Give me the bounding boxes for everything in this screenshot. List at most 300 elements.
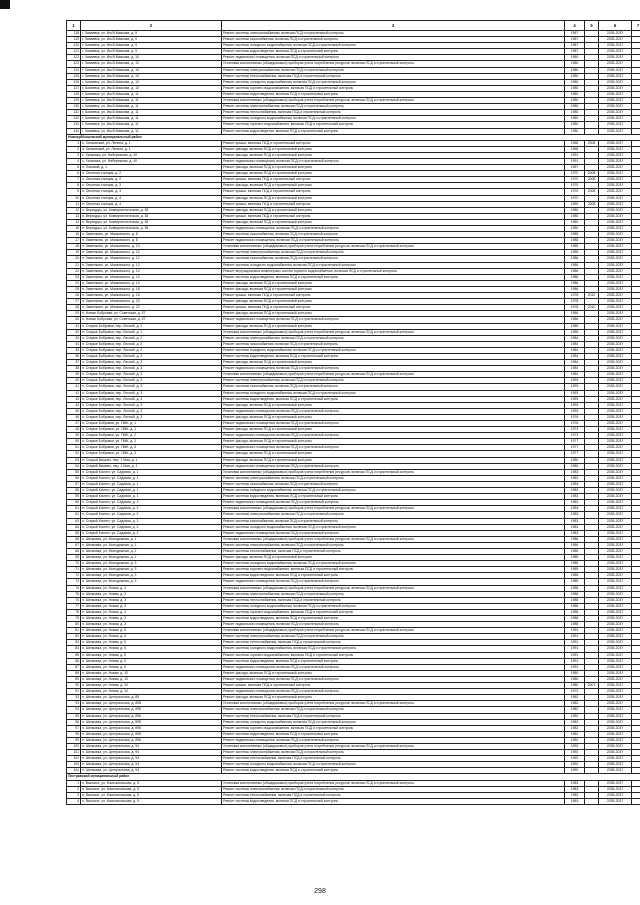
row-work-description: Ремонт системы холодного водоснабжения, включая ПСД и строительный контроль bbox=[222, 646, 565, 652]
row-work-description: Ремонт системы электроснабжения, включая ПСД и строительный контроль bbox=[222, 378, 565, 384]
row-work-description: Ремонт системы горячего водоснабжения, включая ПСД и строительный контроль bbox=[222, 122, 565, 128]
row-year: 1983 bbox=[565, 494, 585, 500]
row-year: 1993 bbox=[565, 378, 585, 384]
row-year: 1991 bbox=[565, 640, 585, 646]
row-work-description: Ремонт внутридомовых инженерных систем горячего водоснабжения, включая ПСД и строительный контроль bbox=[222, 268, 565, 274]
row-period: 2035-2037 bbox=[599, 488, 632, 494]
row-period: 2035-2037 bbox=[599, 555, 632, 561]
row-address: п. Шелковка, ул. Центральная, д. 89Б bbox=[81, 707, 222, 713]
row-year: 1985 bbox=[565, 329, 585, 335]
row-empty-cell bbox=[632, 798, 640, 804]
row-address: г. Чапаевск, ул. Им.В.Маякова, д. 10 bbox=[81, 55, 222, 61]
row-address: п. Старые Бобровки, пер. Лесной, д. 3 bbox=[81, 360, 222, 366]
row-work-description: Установка коллективных (общедомовых) приборов учета потребления ресурсов, включая ПСД и строительный контроль bbox=[222, 743, 565, 749]
row-address: п. Старые Бобровки, пер. Лесной, д. 2 bbox=[81, 353, 222, 359]
row-number: 76 bbox=[67, 597, 81, 603]
row-address: п. Шелковка, ул. Центральная, д. 94 bbox=[81, 762, 222, 768]
row-period: 2035-2037 bbox=[599, 469, 632, 475]
row-work-description: Ремонт системы электроснабжения, включая ПСД и строительный контроль bbox=[222, 104, 565, 110]
row-work-description: Ремонт системы электроснабжения, включая ПСД и строительный контроль bbox=[222, 31, 565, 37]
row-period: 2035-2037 bbox=[599, 171, 632, 177]
row-number: 55 bbox=[67, 469, 81, 475]
row-number: 33 bbox=[67, 335, 81, 341]
row-year: 1983 bbox=[565, 481, 585, 487]
row-year: 1992 bbox=[565, 756, 585, 762]
row-year: 1983 bbox=[565, 780, 585, 786]
row-work-description: Ремонт подвального помещения, включая ПСД и строительный контроль bbox=[222, 579, 565, 585]
row-work-description: Ремонт системы водоотведения, включая ПСД и строительный контроль bbox=[222, 768, 565, 774]
row-number: 65 bbox=[67, 530, 81, 536]
row-number: 79 bbox=[67, 616, 81, 622]
row-work-description: Ремонт системы водоотведения, включая ПСД и строительный контроль bbox=[222, 49, 565, 55]
row-number: 86 bbox=[67, 658, 81, 664]
row-period: 2035-2037 bbox=[599, 603, 632, 609]
row-address: п. Высокое, ул. Комсомольская, д. 5 bbox=[81, 798, 222, 804]
row-period: 2035-2037 bbox=[599, 256, 632, 262]
row-period: 2035-2037 bbox=[599, 762, 632, 768]
row-number: 43 bbox=[67, 396, 81, 402]
row-period: 2035-2037 bbox=[599, 238, 632, 244]
row-year: 1982 bbox=[565, 713, 585, 719]
row-address: п. Старый Вишнеч, пер. 1 Мая, д. 1 bbox=[81, 457, 222, 463]
row-number: 26 bbox=[67, 293, 81, 299]
row-number: 18 bbox=[67, 244, 81, 250]
row-year: 1983 bbox=[565, 530, 585, 536]
row-work-description: Ремонт подвального помещения, включая ПСД и строительный контроль bbox=[222, 463, 565, 469]
row-year: 1992 bbox=[565, 750, 585, 756]
row-address: с. Хилковка, ул. Набережная, д. 40 bbox=[81, 152, 222, 158]
row-year: 1987 bbox=[565, 37, 585, 43]
row-work-description: Ремонт системы электроснабжения, включая ПСД и строительный контроль bbox=[222, 591, 565, 597]
row-year: 1970 bbox=[565, 177, 585, 183]
row-period: 2035-2037 bbox=[599, 79, 632, 85]
row-address: г. Чапаевск, ул. Им.В.Маякова, д. 10 bbox=[81, 61, 222, 67]
row-period: 2035-2037 bbox=[599, 524, 632, 530]
row-number: 87 bbox=[67, 664, 81, 670]
row-work-description: Ремонт подвального помещения, включая ПСД и строительный контроль bbox=[222, 500, 565, 506]
row-address: п. Зименково, ул. Маяковского, д. 12 bbox=[81, 268, 222, 274]
row-work-description: Установка коллективных (общедомовых) приборов учета потребления ресурсов, включая ПСД и строительный контроль bbox=[222, 329, 565, 335]
row-address: п. Шелковка, ул. Новая, д. 3 bbox=[81, 585, 222, 591]
row-address: г. Чапаевск, ул. Им.В.Маякова, д. 11 bbox=[81, 122, 222, 128]
row-work-description: Ремонт подвального помещения, включая ПСД и строительный контроль bbox=[222, 664, 565, 670]
row-number: 120 bbox=[67, 43, 81, 49]
row-period: 2035-2037 bbox=[599, 207, 632, 213]
row-year: 1976 bbox=[565, 414, 585, 420]
row-work-description: Ремонт фасада, включая ПСД и строительный контроль bbox=[222, 555, 565, 561]
row-address: п. Шелковка, ул. Центральная, д. 94 bbox=[81, 756, 222, 762]
row-number: 122 bbox=[67, 55, 81, 61]
row-work-description: Ремонт системы водоотведения, включая ПСД и строительный контроль bbox=[222, 798, 565, 804]
row-address: п. Шелковка, ул. Новая, д. 10 bbox=[81, 676, 222, 682]
row-period: 2035-2037 bbox=[599, 683, 632, 689]
row-address: п. Старые Бобровки, пер. Лесной, д. 1 bbox=[81, 329, 222, 335]
row-address: п. Старый Кочнеч, ул. Садовая, д. 1 bbox=[81, 481, 222, 487]
row-period: 2035-2037 bbox=[599, 786, 632, 792]
row-address: п. Шелковка, ул. Центральная, д. 89 bbox=[81, 695, 222, 701]
row-work-description: Ремонт фасада, включая ПСД и строительный контроль bbox=[222, 360, 565, 366]
row-number: 3 bbox=[67, 792, 81, 798]
row-number: 123 bbox=[67, 61, 81, 67]
row-address: п. Опытная станция, д. 4 bbox=[81, 195, 222, 201]
row-period: 2035-2037 bbox=[599, 414, 632, 420]
row-work-description: Ремонт подвального помещения, включая ПСД и строительный контроль bbox=[222, 622, 565, 628]
row-year: 1980 bbox=[565, 73, 585, 79]
row-number: 29 bbox=[67, 311, 81, 317]
row-year: 1983 bbox=[565, 488, 585, 494]
row-number: 72 bbox=[67, 573, 81, 579]
row-number: 51 bbox=[67, 445, 81, 451]
row-period: 2035-2037 bbox=[599, 670, 632, 676]
row-year: 1987 bbox=[565, 31, 585, 37]
row-year: 1992 bbox=[565, 743, 585, 749]
row-address: п. Шелковка, ул. Центральная, д. 94 bbox=[81, 743, 222, 749]
row-period: 2035-2037 bbox=[599, 268, 632, 274]
row-work-description: Ремонт крыши, включая ПСД и строительный контроль bbox=[222, 189, 565, 195]
row-number: 14 bbox=[67, 219, 81, 225]
row-year: 1986 bbox=[565, 268, 585, 274]
row-year: 1983 bbox=[565, 512, 585, 518]
row-address: п. Опытная станция, д. 2 bbox=[81, 171, 222, 177]
row-period: 2035-2037 bbox=[599, 609, 632, 615]
row-period: 2035-2037 bbox=[599, 591, 632, 597]
row-period: 2035-2037 bbox=[599, 165, 632, 171]
row-period: 2035-2037 bbox=[599, 402, 632, 408]
row-year: 1985 bbox=[565, 244, 585, 250]
row-period: 2035-2037 bbox=[599, 646, 632, 652]
row-work-description: Ремонт системы горячего водоснабжения, включая ПСД и строительный контроль bbox=[222, 85, 565, 91]
row-number: 66 bbox=[67, 536, 81, 542]
row-address: п. Шелковка, ул. Молодежная, д. 2 bbox=[81, 548, 222, 554]
row-number: 32 bbox=[67, 329, 81, 335]
row-work-description: Ремонт системы теплоснабжения, включая ПСД и строительный контроль bbox=[222, 597, 565, 603]
row-work-description: Ремонт подвального помещения, включая ПСД и строительный контроль bbox=[222, 445, 565, 451]
row-period: 2035-2037 bbox=[599, 475, 632, 481]
row-year: 1983 bbox=[565, 786, 585, 792]
row-year: 1980 bbox=[565, 213, 585, 219]
row-work-description: Ремонт фасада, включая ПСД и строительный контроль bbox=[222, 183, 565, 189]
row-number: 101 bbox=[67, 750, 81, 756]
row-address: п. Шелковка, ул. Новая, д. 5 bbox=[81, 628, 222, 634]
row-period: 2035-2037 bbox=[599, 652, 632, 658]
row-year: 1980 bbox=[565, 110, 585, 116]
row-period: 2035-2037 bbox=[599, 341, 632, 347]
row-year: 1983 bbox=[565, 518, 585, 524]
row-number: 48 bbox=[67, 427, 81, 433]
row-number: 17 bbox=[67, 238, 81, 244]
row-period: 2035-2037 bbox=[599, 451, 632, 457]
row-period: 2035-2037 bbox=[599, 481, 632, 487]
row-number: 133 bbox=[67, 122, 81, 128]
row-year: 1978 bbox=[565, 293, 585, 299]
row-period: 2035-2037 bbox=[599, 317, 632, 323]
row-work-description: Ремонт системы электроснабжения, включая ПСД и строительный контроль bbox=[222, 634, 565, 640]
row-number: 94 bbox=[67, 707, 81, 713]
row-address: п. Старые Бобровки, ул. ПМК, д. 3 bbox=[81, 451, 222, 457]
row-year: 1988 bbox=[565, 622, 585, 628]
row-period: 2035-2037 bbox=[599, 457, 632, 463]
row-period: 2035-2037 bbox=[599, 201, 632, 207]
row-address: п. Зименково, ул. Маяковского, д. 12 bbox=[81, 262, 222, 268]
row-period: 2035-2037 bbox=[599, 98, 632, 104]
row-period: 2035-2037 bbox=[599, 262, 632, 268]
row-number: 4 bbox=[67, 158, 81, 164]
row-address: п. Шелковка, ул. Новая, д. 10 bbox=[81, 683, 222, 689]
row-address: п. Шелковка, ул. Новая, д. 5 bbox=[81, 646, 222, 652]
row-year: 1968 bbox=[565, 140, 585, 146]
row-period: 2035-2037 bbox=[599, 768, 632, 774]
row-period: 2035-2037 bbox=[599, 731, 632, 737]
row-number: 78 bbox=[67, 609, 81, 615]
row-number: 19 bbox=[67, 250, 81, 256]
row-address: п. Шелковка, ул. Новая, д. 3 bbox=[81, 597, 222, 603]
row-period: 2035-2037 bbox=[599, 43, 632, 49]
row-work-description: Ремонт системы электроснабжения, включая ПСД и строительный контроль bbox=[222, 542, 565, 548]
row-work-description: Ремонт подвального помещения, включая ПСД и строительный контроль bbox=[222, 433, 565, 439]
row-repair-year: 2007 bbox=[585, 683, 599, 689]
row-work-description: Ремонт системы водоотведения, включая ПСД и строительный контроль bbox=[222, 353, 565, 359]
row-work-description: Ремонт системы газоснабжения, включая ПСД и строительный контроль bbox=[222, 384, 565, 390]
row-address: п. Шелковка, ул. Молодежная, д. 3 bbox=[81, 567, 222, 573]
row-period: 2035-2037 bbox=[599, 658, 632, 664]
row-number: 20 bbox=[67, 256, 81, 262]
row-number: 39 bbox=[67, 372, 81, 378]
row-work-description: Ремонт фасада, включая ПСД и строительный контроль bbox=[222, 152, 565, 158]
row-work-description: Ремонт подвального помещения, включая ПСД и строительный контроль bbox=[222, 689, 565, 695]
row-number: 7 bbox=[67, 177, 81, 183]
row-year: 1972 bbox=[565, 689, 585, 695]
row-period: 2035-2037 bbox=[599, 305, 632, 311]
row-address: п. Зименково, ул. Маяковского, д. 8 bbox=[81, 238, 222, 244]
row-year: 1982 bbox=[565, 737, 585, 743]
row-year: 1967 bbox=[565, 165, 585, 171]
row-number: 42 bbox=[67, 390, 81, 396]
row-number: 104 bbox=[67, 768, 81, 774]
row-address: п. Опытная станция, д. 4 bbox=[81, 201, 222, 207]
row-period: 2035-2037 bbox=[599, 628, 632, 634]
row-work-description: Ремонт фасада, включая ПСД и строительный контроль bbox=[222, 280, 565, 286]
row-period: 2035-2037 bbox=[599, 213, 632, 219]
row-period: 2035-2037 bbox=[599, 640, 632, 646]
row-period: 2035-2037 bbox=[599, 585, 632, 591]
row-number: 89 bbox=[67, 676, 81, 682]
row-number: 70 bbox=[67, 561, 81, 567]
row-period: 2035-2037 bbox=[599, 725, 632, 731]
row-address: п. Старые Бобровки, пер. Лесной, д. 3 bbox=[81, 372, 222, 378]
row-address: г. Чапаевск, ул. Им.В.Маякова, д. 10 bbox=[81, 67, 222, 73]
row-period: 2035-2037 bbox=[599, 695, 632, 701]
header-col-7: 7 bbox=[632, 21, 640, 31]
row-year: 1980 bbox=[565, 457, 585, 463]
row-work-description: Ремонт системы электроснабжения, включая ПСД и строительный контроль bbox=[222, 707, 565, 713]
row-number: 73 bbox=[67, 579, 81, 585]
row-year: 1977 bbox=[565, 451, 585, 457]
row-address: п. Шелковка, ул. Новая, д. 3 bbox=[81, 591, 222, 597]
row-number: 100 bbox=[67, 743, 81, 749]
row-period: 2035-2037 bbox=[599, 232, 632, 238]
row-work-description: Ремонт фасада, включая ПСД и строительный контроль bbox=[222, 414, 565, 420]
row-number: 118 bbox=[67, 31, 81, 37]
row-address: п. Шелковка, ул. Центральная, д. 89Б bbox=[81, 713, 222, 719]
row-number: 83 bbox=[67, 640, 81, 646]
row-work-description: Ремонт системы водоотведения, включая ПСД и строительный контроль bbox=[222, 274, 565, 280]
row-address: п. Шелковка, ул. Новая, д. 5 bbox=[81, 634, 222, 640]
row-period: 2035-2037 bbox=[599, 445, 632, 451]
row-year: 1980 bbox=[565, 122, 585, 128]
row-number: 121 bbox=[67, 49, 81, 55]
row-address: п. Старые Бобровки, пер. Лесной, д. 3 bbox=[81, 390, 222, 396]
row-work-description: Ремонт подвального помещения, включая ПСД и строительный контроль bbox=[222, 226, 565, 232]
row-number: 90 bbox=[67, 683, 81, 689]
row-number: 81 bbox=[67, 628, 81, 634]
row-address: п. Верходцы, ул. Коммунистическая, д. 38 bbox=[81, 226, 222, 232]
row-work-description: Ремонт системы водоотведения, включая ПСД и строительный контроль bbox=[222, 616, 565, 622]
row-address: п. Старый Кочнеч, ул. Садовая, д. 2 bbox=[81, 524, 222, 530]
row-address: п. Зименково, ул. Маяковского, д. 14 bbox=[81, 280, 222, 286]
row-work-description: Ремонт системы газоснабжения, включая ПСД и строительный контроль bbox=[222, 341, 565, 347]
row-year: 1980 bbox=[565, 128, 585, 134]
row-year: 1991 bbox=[565, 634, 585, 640]
row-year: 1982 bbox=[565, 731, 585, 737]
row-work-description: Ремонт системы холодного водоснабжения, включая ПСД и строительный контроль bbox=[222, 603, 565, 609]
row-number: 10 bbox=[67, 195, 81, 201]
row-work-description: Ремонт системы водоотведения, включая ПСД и строительный контроль bbox=[222, 91, 565, 97]
row-work-description: Установка коллективных (общедомовых) приборов учета потребления ресурсов, включая ПСД и строительный контроль bbox=[222, 98, 565, 104]
row-period: 2035-2037 bbox=[599, 548, 632, 554]
row-work-description: Установка коллективных (общедомовых) приборов учета потребления ресурсов, включая ПСД и строительный контроль bbox=[222, 780, 565, 786]
corner-mark bbox=[0, 0, 10, 9]
row-work-description: Ремонт фасада, включая ПСД и строительный контроль bbox=[222, 311, 565, 317]
row-number: 21 bbox=[67, 262, 81, 268]
row-year: 1984 bbox=[565, 360, 585, 366]
row-period: 2035-2037 bbox=[599, 676, 632, 682]
row-work-description: Установка коллективных (общедомовых) приборов учета потребления ресурсов, включая ПСД и строительный контроль bbox=[222, 628, 565, 634]
row-period: 2035-2037 bbox=[599, 286, 632, 292]
row-address: п. Шелковка, ул. Центральная, д. 89Б bbox=[81, 737, 222, 743]
row-number: 60 bbox=[67, 500, 81, 506]
row-year: 1991 bbox=[565, 646, 585, 652]
row-address: п. Верходцы, ул. Коммунистическая, д. 38 bbox=[81, 207, 222, 213]
row-period: 2035-2037 bbox=[599, 573, 632, 579]
row-number: 36 bbox=[67, 353, 81, 359]
row-year: 1986 bbox=[565, 536, 585, 542]
row-work-description: Ремонт подвального помещения, включая ПСД и строительный контроль bbox=[222, 676, 565, 682]
row-year: 1973 bbox=[565, 433, 585, 439]
row-work-description: Ремонт фасада, включая ПСД и строительный контроль bbox=[222, 165, 565, 171]
row-address: г. Чапаевск, ул. Им.В.Маякова, д. 9 bbox=[81, 31, 222, 37]
row-year: 1991 bbox=[565, 158, 585, 164]
row-address: п. Старые Бобровки, пер. Лесной, д. 3 bbox=[81, 366, 222, 372]
row-address: п. Старые Бобровки, ул. ПМК, д. 3 bbox=[81, 445, 222, 451]
header-col-5: 5 bbox=[585, 21, 599, 31]
row-work-description: Ремонт системы водоотведения, включая ПСД и строительный контроль bbox=[222, 396, 565, 402]
row-year: 1970 bbox=[565, 183, 585, 189]
row-period: 2035-2037 bbox=[599, 378, 632, 384]
row-work-description: Ремонт системы холодного водоснабжения, включая ПСД и строительный контроль bbox=[222, 762, 565, 768]
row-year: 1980 bbox=[565, 67, 585, 73]
row-number: 9 bbox=[67, 189, 81, 195]
row-period: 2035-2037 bbox=[599, 384, 632, 390]
row-work-description: Ремонт фасада, включая ПСД и строительный контроль bbox=[222, 219, 565, 225]
row-address: п. Опытная станция, д. 3 bbox=[81, 189, 222, 195]
row-address: г. Чапаевск, ул. Им.В.Маякова, д. 10 bbox=[81, 85, 222, 91]
row-period: 2035-2037 bbox=[599, 189, 632, 195]
row-address: п. Зименково, ул. Маяковского, д. 16 bbox=[81, 293, 222, 299]
row-work-description: Установка коллективных (общедомовых) приборов учета потребления ресурсов, включая ПСД и строительный контроль bbox=[222, 506, 565, 512]
row-year: 1992 bbox=[565, 762, 585, 768]
row-address: п. Новые Бобровки, ул. Советская, д. 57 bbox=[81, 311, 222, 317]
row-period: 2035-2037 bbox=[599, 311, 632, 317]
row-work-description: Ремонт системы горячего водоснабжения, включая ПСД и строительный контроль bbox=[222, 567, 565, 573]
row-work-description: Ремонт фасада, включая ПСД и строительный контроль bbox=[222, 402, 565, 408]
row-work-description: Ремонт подвального помещения, включая ПСД и строительный контроль bbox=[222, 366, 565, 372]
row-work-description: Ремонт системы электроснабжения, включая ПСД и строительный контроль bbox=[222, 335, 565, 341]
row-number: 27 bbox=[67, 299, 81, 305]
row-address: п. Шелковка, ул. Новая, д. 5 bbox=[81, 652, 222, 658]
row-number: 82 bbox=[67, 634, 81, 640]
row-number: 62 bbox=[67, 512, 81, 518]
row-period: 2035-2037 bbox=[599, 274, 632, 280]
row-work-description: Установка коллективных (общедомовых) приборов учета потребления ресурсов, включая ПСД и строительный контроль bbox=[222, 469, 565, 475]
row-period: 2035-2037 bbox=[599, 55, 632, 61]
row-repair-year: 2008 bbox=[585, 177, 599, 183]
row-work-description: Ремонт фасада, включая ПСД и строительный контроль bbox=[222, 451, 565, 457]
row-period: 2035-2037 bbox=[599, 701, 632, 707]
row-work-description: Ремонт системы газоснабжения, включая ПСД и строительный контроль bbox=[222, 481, 565, 487]
row-period: 2035-2037 bbox=[599, 579, 632, 585]
row-work-description: Ремонт системы теплоснабжения, включая ПСД и строительный контроль bbox=[222, 110, 565, 116]
row-number: 75 bbox=[67, 591, 81, 597]
row-year: 1980 bbox=[565, 683, 585, 689]
row-work-description: Ремонт системы газоснабжения, включая ПСД и строительный контроль bbox=[222, 256, 565, 262]
row-work-description: Ремонт фасада, включая ПСД и строительный контроль bbox=[222, 171, 565, 177]
row-year: 1980 bbox=[565, 463, 585, 469]
row-period: 2035-2037 bbox=[599, 37, 632, 43]
row-year: 1976 bbox=[565, 421, 585, 427]
row-year: 1985 bbox=[565, 561, 585, 567]
row-work-description: Ремонт системы холодного водоснабжения, включая ПСД и строительный контроль bbox=[222, 488, 565, 494]
row-number: 49 bbox=[67, 433, 81, 439]
row-work-description: Ремонт системы водоотведения, включая ПСД и строительный контроль bbox=[222, 573, 565, 579]
row-number: 74 bbox=[67, 585, 81, 591]
row-address: п. Зименково, ул. Маяковского, д. 10 bbox=[81, 244, 222, 250]
row-period: 2035-2037 bbox=[599, 299, 632, 305]
row-number: 71 bbox=[67, 567, 81, 573]
row-year: 1980 bbox=[565, 226, 585, 232]
row-number: 134 bbox=[67, 128, 81, 134]
row-address: п. Зименково, ул. Маяковского, д. 12 bbox=[81, 250, 222, 256]
row-number: 80 bbox=[67, 622, 81, 628]
row-year: 1982 bbox=[565, 701, 585, 707]
row-year: 1987 bbox=[565, 49, 585, 55]
row-work-description: Ремонт фасада, включая ПСД и строительный контроль bbox=[222, 323, 565, 329]
row-work-description: Ремонт системы холодного водоснабжения, включая ПСД и строительный контроль bbox=[222, 116, 565, 122]
row-work-description: Ремонт системы водоотведения, включая ПСД и строительный контроль bbox=[222, 731, 565, 737]
row-work-description: Ремонт крыши, включая ПСД и строительный контроль bbox=[222, 177, 565, 183]
row-number: 4 bbox=[67, 798, 81, 804]
row-year: 1984 bbox=[565, 353, 585, 359]
row-number: 127 bbox=[67, 85, 81, 91]
row-year: 1985 bbox=[565, 548, 585, 554]
row-repair-year: 2008 bbox=[585, 189, 599, 195]
row-number: 68 bbox=[67, 548, 81, 554]
row-address: п. Старые Бобровки, пер. Лесной, д. 3 bbox=[81, 414, 222, 420]
row-period: 2035-2037 bbox=[599, 329, 632, 335]
row-address: п. Шелковка, ул. Центральная, д. 94 bbox=[81, 750, 222, 756]
row-number: 131 bbox=[67, 110, 81, 116]
row-number: 124 bbox=[67, 67, 81, 73]
register-table bbox=[66, 20, 640, 805]
